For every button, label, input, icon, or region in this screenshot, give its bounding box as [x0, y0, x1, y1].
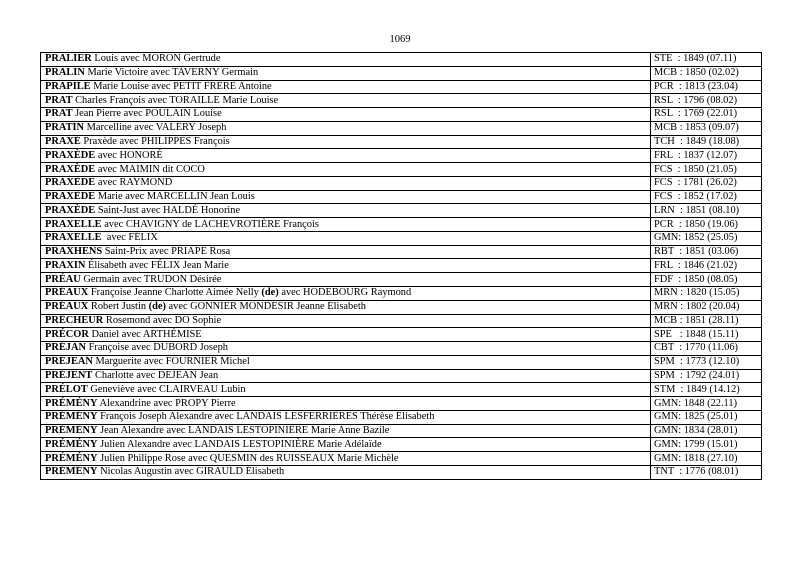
entry-reference-cell [651, 438, 762, 452]
entry-names-cell [41, 121, 651, 135]
parish-date-reference: PCR : 1813 (23.04) [654, 80, 738, 92]
table-row [41, 135, 762, 149]
entry-names-cell [41, 231, 651, 245]
entry-names-cell [41, 273, 651, 287]
entry-detail: avec CHAVIGNY de LACHEVROTIÈRE François [101, 218, 319, 230]
entry-detail: avec GONNIER MONDÉSIR Jeanne Élisabeth [165, 301, 366, 313]
entry-detail: avec FÉLIX [101, 232, 158, 244]
entry-reference-cell [651, 121, 762, 135]
table-row [41, 314, 762, 328]
entry-names-cell [41, 204, 651, 218]
particle: (de) [148, 301, 166, 313]
table-row [41, 438, 762, 452]
entry-reference-cell [651, 355, 762, 369]
entry-names-cell [41, 314, 651, 328]
parish-date-reference: MCB : 1850 (02.02) [654, 67, 739, 79]
surname: PRAXHENS [45, 246, 103, 258]
surname: PRAXÈDE [45, 204, 96, 216]
entry-detail: Daniel avec ARTHÉMISE [88, 328, 202, 340]
entry-detail: Saint-Just avec HALDÉ Honorine [95, 204, 241, 216]
surname: PRAXELLE [45, 232, 102, 244]
entry-reference-cell [651, 369, 762, 383]
surname: PRALIER [45, 53, 92, 65]
table-row [41, 149, 762, 163]
surname: PRAPILE [45, 80, 91, 92]
entry-reference-cell [651, 273, 762, 287]
entry-reference-cell [651, 108, 762, 122]
entry-reference-cell [651, 135, 762, 149]
entry-reference-cell [651, 465, 762, 479]
parish-date-reference: SPE : 1848 (15.11) [654, 328, 739, 340]
entry-reference-cell [651, 397, 762, 411]
entry-detail: Charlotte avec DEJEAN Jean [92, 369, 219, 381]
surname: PRAXÈDE [45, 163, 96, 175]
entry-detail: Marcelline avec VALÉRY Joseph [84, 122, 227, 134]
entry-detail: Marguerite avec FOURNIER Michel [92, 356, 250, 368]
entry-reference-cell [651, 300, 762, 314]
surname: PRÉAUX [45, 287, 89, 299]
surname: PRAXIN [45, 259, 86, 271]
parish-date-reference: FCS : 1850 (21.05) [654, 163, 737, 175]
table-row [41, 287, 762, 301]
parish-date-reference: FCS : 1852 (17.02) [654, 191, 737, 203]
parish-date-reference: SPM : 1773 (12.10) [654, 356, 740, 368]
parish-date-reference: FRL : 1837 (12.07) [654, 149, 738, 161]
entry-names-cell [41, 287, 651, 301]
entry-reference-cell [651, 231, 762, 245]
parish-date-reference: GMN: 1818 (27.10) [654, 452, 738, 464]
entry-detail: Marie Victoire avec TAVERNY Germain [84, 67, 259, 79]
entry-names-cell [41, 424, 651, 438]
entry-reference-cell [651, 410, 762, 424]
entry-reference-cell [651, 245, 762, 259]
entry-reference-cell [651, 176, 762, 190]
entry-names-cell [41, 80, 651, 94]
entry-names-cell [41, 190, 651, 204]
table-row [41, 300, 762, 314]
entry-reference-cell [651, 287, 762, 301]
entry-reference-cell [651, 452, 762, 466]
entry-detail: Jean Pierre avec POULAIN Louise [72, 108, 222, 120]
entry-detail: Nicolas Augustin avec GIRAULD Élisabeth [97, 466, 285, 478]
table-row [41, 328, 762, 342]
surname: PRAXÈDE [45, 177, 96, 189]
table-row [41, 342, 762, 356]
entry-detail: François Joseph Alexandre avec LANDAIS LESFERRIÈRES Thérèse Élisabeth [97, 411, 435, 423]
entry-reference-cell [651, 53, 762, 67]
entry-names-cell [41, 300, 651, 314]
parish-date-reference: GMN: 1799 (15.01) [654, 438, 738, 450]
table-row [41, 245, 762, 259]
page-number: 1069 [389, 34, 411, 45]
entry-reference-cell [651, 163, 762, 177]
entry-detail: avec RAYMOND [95, 177, 173, 189]
parish-date-reference: GMN: 1825 (25.01) [654, 411, 738, 423]
parish-date-reference: CBT : 1770 (11.06) [654, 342, 738, 354]
entry-detail: Louis avec MORON Gertrude [91, 53, 221, 65]
table-row [41, 121, 762, 135]
entry-names-cell [41, 452, 651, 466]
surname: PRÉMÉNY [45, 397, 98, 409]
entry-detail: Germain avec TRUDON Désirée [80, 273, 222, 285]
entry-names-cell [41, 355, 651, 369]
surname: PRÉMÉNY [45, 466, 98, 478]
parish-date-reference: PCR : 1850 (19.06) [654, 218, 738, 230]
surname: PRÉCOR [45, 328, 89, 340]
entry-reference-cell [651, 94, 762, 108]
particle: (de) [261, 287, 279, 299]
entry-detail: Charles François avec TORAILLE Marie Louise [72, 94, 279, 106]
entry-detail: Julien Philippe Rose avec QUESMIN des RUISSEAUX Marie Michèle [97, 452, 399, 464]
entry-names-cell [41, 410, 651, 424]
entry-detail: Saint-Prix avec PRIAPE Rosa [102, 246, 231, 258]
entry-names-cell [41, 149, 651, 163]
entry-detail: Françoise avec DUBORD Joseph [85, 342, 228, 354]
parish-date-reference: RSL : 1769 (22.01) [654, 108, 738, 120]
entry-detail: Robert Justin [88, 301, 149, 313]
table-row [41, 176, 762, 190]
entry-reference-cell [651, 328, 762, 342]
parish-date-reference: FRL : 1846 (21.02) [654, 259, 738, 271]
entry-names-cell [41, 94, 651, 108]
entry-detail: Praxède avec PHILIPPÈS François [80, 135, 230, 147]
marriage-register-table [40, 52, 762, 480]
parish-date-reference: MCB : 1851 (28.11) [654, 314, 739, 326]
entry-detail: Élisabeth avec FÉLIX Jean Marie [85, 259, 229, 271]
surname: PRAXÈDE [45, 149, 96, 161]
parish-date-reference: GMN: 1852 (25.05) [654, 232, 738, 244]
entry-names-cell [41, 245, 651, 259]
entry-names-cell [41, 108, 651, 122]
entry-names-cell [41, 328, 651, 342]
entry-detail: Geneviève avec CLAIRVEAU Lubin [87, 383, 246, 395]
parish-date-reference: LRN : 1851 (08.10) [654, 204, 740, 216]
entry-reference-cell [651, 80, 762, 94]
entry-detail: avec MAIMIN dit COCO [95, 163, 205, 175]
entry-names-cell [41, 176, 651, 190]
parish-date-reference: MRN : 1820 (15.05) [654, 287, 740, 299]
entry-detail: Marie avec MARCELLIN Jean Louis [95, 191, 255, 203]
parish-date-reference: TNT : 1776 (08.01) [654, 466, 739, 478]
entry-names-cell [41, 163, 651, 177]
table-row [41, 355, 762, 369]
table-row [41, 231, 762, 245]
parish-date-reference: RSL : 1796 (08.02) [654, 94, 738, 106]
table-row [41, 410, 762, 424]
table-row [41, 204, 762, 218]
table-row [41, 190, 762, 204]
parish-date-reference: GMN: 1834 (28.01) [654, 425, 738, 437]
entry-detail: avec HODEBOURG Raymond [278, 287, 412, 299]
surname: PRATIN [45, 122, 85, 134]
table-row [41, 273, 762, 287]
table-row [41, 424, 762, 438]
surname: PRÉLOT [45, 383, 88, 395]
entry-names-cell [41, 438, 651, 452]
table-row [41, 465, 762, 479]
surname: PRÉMÉNY [45, 411, 98, 423]
entry-names-cell [41, 369, 651, 383]
entry-reference-cell [651, 259, 762, 273]
table-row [41, 108, 762, 122]
entry-names-cell [41, 259, 651, 273]
parish-date-reference: GMN: 1848 (22.11) [654, 397, 738, 409]
entry-names-cell [41, 218, 651, 232]
surname: PRAT [45, 108, 73, 120]
entry-names-cell [41, 383, 651, 397]
entry-reference-cell [651, 149, 762, 163]
surname: PRÉJENT [45, 369, 93, 381]
entry-reference-cell [651, 342, 762, 356]
entry-names-cell [41, 397, 651, 411]
entry-detail: Marie Louise avec PETIT FRÈRE Antoine [90, 80, 272, 92]
parish-date-reference: RBT : 1851 (03.06) [654, 246, 739, 258]
table-row [41, 53, 762, 67]
table-row [41, 259, 762, 273]
entry-reference-cell [651, 424, 762, 438]
surname: PRAXÉ [45, 135, 81, 147]
surname: PRÊCHEUR [45, 314, 104, 326]
entry-names-cell [41, 465, 651, 479]
table-row [41, 80, 762, 94]
table-row [41, 452, 762, 466]
register-body [41, 53, 762, 480]
surname: PRALIN [45, 67, 85, 79]
surname: PRÉMÉNY [45, 425, 98, 437]
entry-reference-cell [651, 383, 762, 397]
entry-detail: Alexandrine avec PROPY Pierre [97, 397, 236, 409]
table-row [41, 66, 762, 80]
entry-detail: Rosemond avec DÔ Sophie [103, 314, 222, 326]
parish-date-reference: SPM : 1792 (24.01) [654, 369, 740, 381]
parish-date-reference: TCH : 1849 (18.08) [654, 135, 740, 147]
parish-date-reference: MRN : 1802 (20.04) [654, 301, 740, 313]
table-row [41, 369, 762, 383]
surname: PRAXELLE [45, 218, 102, 230]
entry-reference-cell [651, 66, 762, 80]
surname: PRÉJEAN [45, 356, 93, 368]
surname: PRÉJAN [45, 342, 86, 354]
entry-names-cell [41, 135, 651, 149]
surname: PRAT [45, 94, 73, 106]
entry-reference-cell [651, 314, 762, 328]
table-row [41, 397, 762, 411]
entry-reference-cell [651, 218, 762, 232]
table-row [41, 218, 762, 232]
surname: PRÉMÉNY [45, 452, 98, 464]
entry-detail: Jean Alexandre avec LANDAIS LESTOPINIÈRE Marie Anne Bazile [97, 425, 390, 437]
entry-names-cell [41, 53, 651, 67]
entry-names-cell [41, 66, 651, 80]
entry-names-cell [41, 342, 651, 356]
parish-date-reference: MCB : 1853 (09.07) [654, 122, 739, 134]
entry-detail: Julien Alexandre avec LANDAIS LESTOPINIÈRE Marie Adélaïde [97, 438, 382, 450]
surname: PRAXÈDE [45, 191, 96, 203]
surname: PRÉAU [45, 273, 81, 285]
parish-date-reference: STE : 1849 (07.11) [654, 53, 737, 65]
table-row [41, 383, 762, 397]
entry-reference-cell [651, 190, 762, 204]
surname: PRÉAUX [45, 301, 89, 313]
surname: PRÉMÉNY [45, 438, 98, 450]
entry-detail: Françoise Jeanne Charlotte Aimée Nelly [88, 287, 262, 299]
table-row [41, 94, 762, 108]
parish-date-reference: FCS : 1781 (26.02) [654, 177, 737, 189]
table-row [41, 163, 762, 177]
entry-reference-cell [651, 204, 762, 218]
parish-date-reference: FDF : 1850 (08.05) [654, 273, 738, 285]
parish-date-reference: STM : 1849 (14.12) [654, 383, 740, 395]
entry-detail: avec HONORÉ [95, 149, 163, 161]
